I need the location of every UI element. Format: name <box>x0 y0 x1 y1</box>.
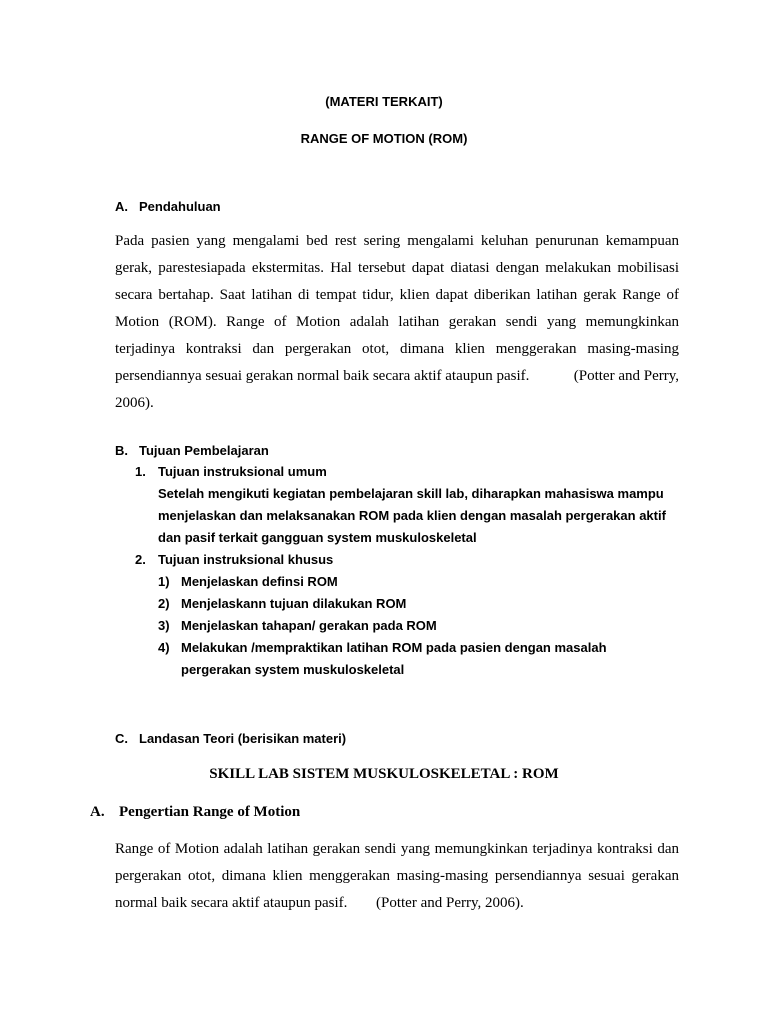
sublist-number: 3) <box>158 618 170 633</box>
sublist-number: 1) <box>158 574 170 589</box>
skill-lab-sub-heading: Pengertian Range of Motion <box>119 804 301 820</box>
skill-lab-sub-marker: A. <box>90 804 105 820</box>
document-title: RANGE OF MOTION (ROM) <box>300 131 468 146</box>
document-label: (MATERI TERKAIT) <box>325 94 443 109</box>
skill-lab-title: SKILL LAB SISTEM MUSKULOSKELETAL : ROM <box>209 766 559 782</box>
section-c-marker: C. <box>115 731 128 746</box>
paragraph-line: Pada pasien yang mengalami bed rest sering mengalami keluhan penurunan kemampuan <box>115 233 679 249</box>
skill-lab-paragraph <box>115 836 679 917</box>
paragraph-line-with-citation <box>115 890 679 917</box>
sublist-item: Menjelaskann tujuan dilakukan ROM <box>181 596 407 611</box>
paragraph-text: persendiannya sesuai gerakan normal baik secara aktif ataupun pasif. <box>115 368 530 384</box>
citation: (Potter and Perry, 2006). <box>376 895 524 911</box>
section-a-heading: Pendahuluan <box>139 199 221 214</box>
paragraph-line-with-citation <box>115 363 679 390</box>
list-item-title: Tujuan instruksional khusus <box>158 552 334 567</box>
sublist-item: pergerakan system muskuloskeletal <box>181 662 405 677</box>
paragraph-line: Motion (ROM). Range of Motion adalah latihan gerakan sendi yang memungkinkan <box>115 314 679 330</box>
objectives-list <box>0 461 768 691</box>
list-item-body: dan pasif terkait gangguan system muskuloskeletal <box>158 530 477 545</box>
list-number: 1. <box>135 464 146 479</box>
section-a-paragraph <box>115 228 679 417</box>
sublist-item: Melakukan /mempraktikan latihan ROM pada pasien dengan masalah <box>181 640 607 655</box>
list-number: 2. <box>135 552 146 567</box>
paragraph-line: secara bertahap. Saat latihan di tempat tidur, klien dapat diberikan latihan gerak Range of <box>115 287 679 303</box>
citation: (Potter and Perry, <box>573 368 679 384</box>
section-b-heading: Tujuan Pembelajaran <box>139 443 269 458</box>
sublist-item: Menjelaskan tahapan/ gerakan pada ROM <box>181 618 437 633</box>
sublist-number: 4) <box>158 640 170 655</box>
sublist-number: 2) <box>158 596 170 611</box>
list-item-body: menjelaskan dan melaksanakan ROM pada klien dengan masalah pergerakan aktif <box>158 508 666 523</box>
sublist-item: Menjelaskan definsi ROM <box>181 574 338 589</box>
paragraph-line: Range of Motion adalah latihan gerakan sendi yang memungkinkan terjadinya kontraksi dan <box>115 841 679 857</box>
paragraph-line: 2006). <box>115 395 154 411</box>
section-b-marker: B. <box>115 443 128 458</box>
section-c-heading: Landasan Teori (berisikan materi) <box>139 731 347 746</box>
list-item-title: Tujuan instruksional umum <box>158 464 327 479</box>
paragraph-text: normal baik secara aktif ataupun pasif. <box>115 895 348 911</box>
paragraph-line: gerak, parestesiapada ekstermitas. Hal tersebut dapat diatasi dengan melakukan mobilisasi <box>115 260 679 276</box>
list-item-body: Setelah mengikuti kegiatan pembelajaran skill lab, diharapkan mahasiswa mampu <box>158 486 664 501</box>
paragraph-line: terjadinya kontraksi dan pergerakan otot, dimana klien menggerakan masing-masing <box>115 341 679 357</box>
paragraph-line: pergerakan otot, dimana klien menggerakan masing-masing persendiannya sesuai gerakan <box>115 868 679 884</box>
section-a-marker: A. <box>115 199 128 214</box>
